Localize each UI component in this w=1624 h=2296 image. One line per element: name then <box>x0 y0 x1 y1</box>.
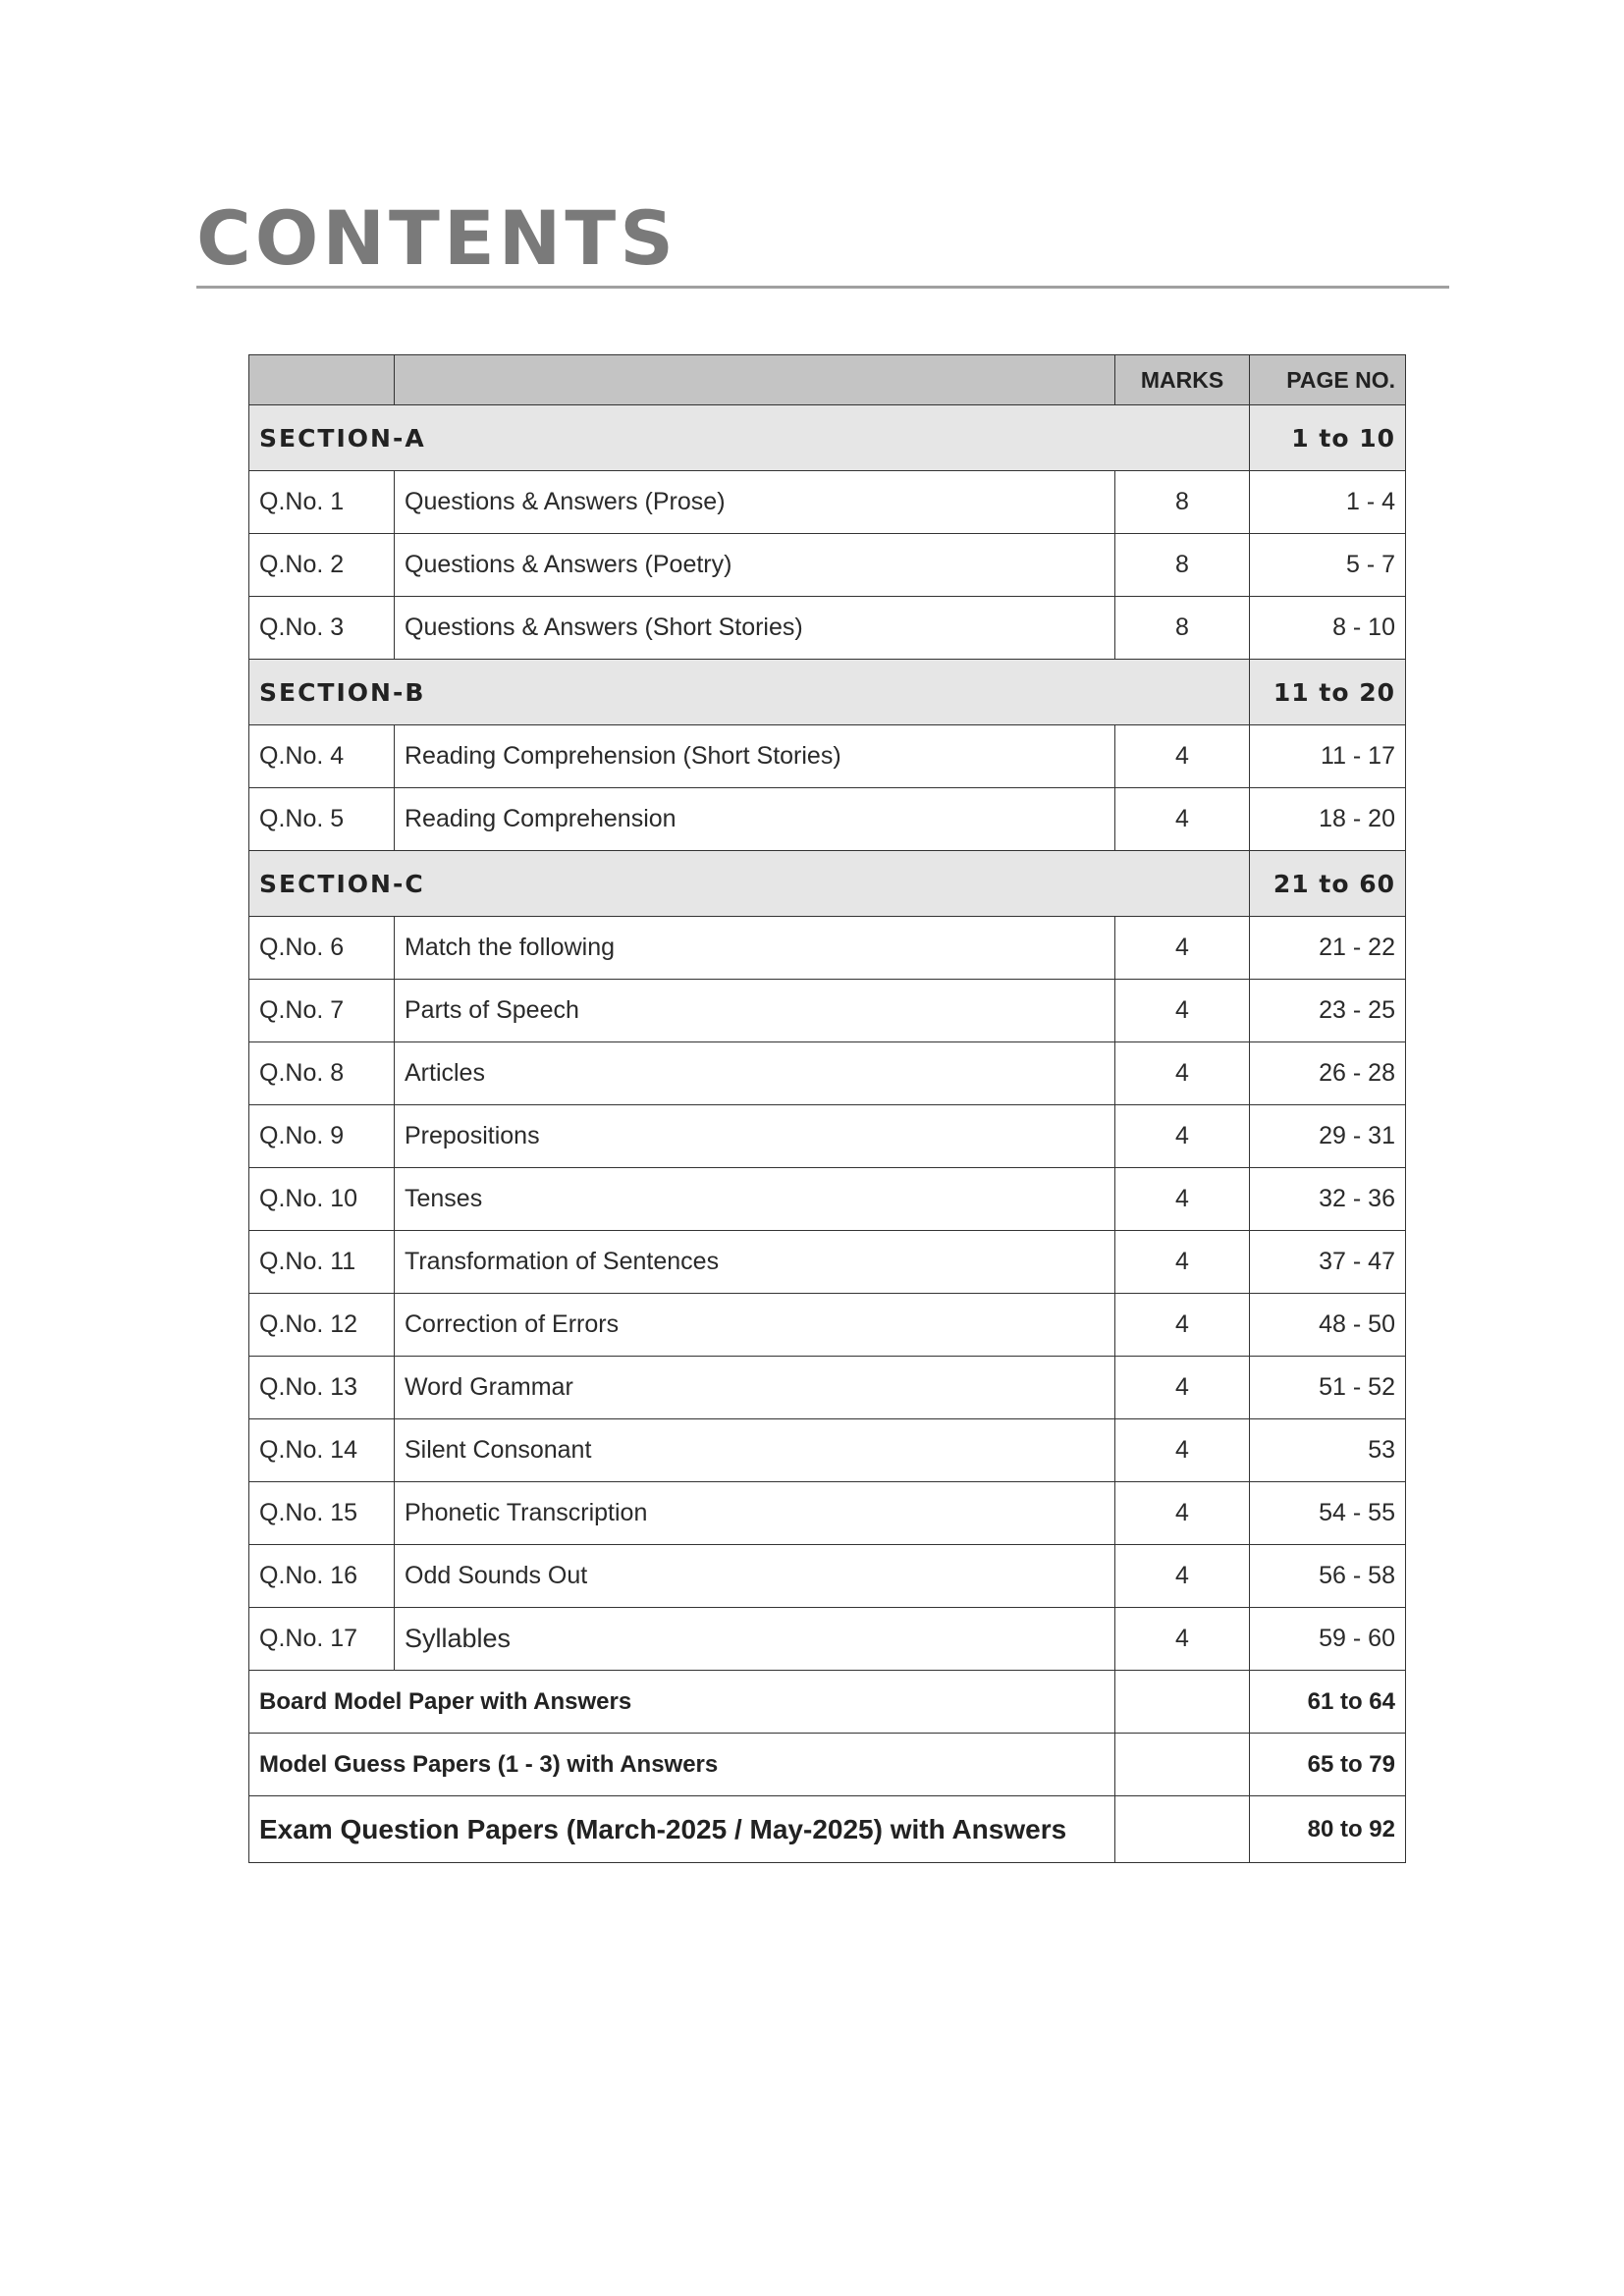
question-marks: 4 <box>1115 1105 1250 1168</box>
question-title: Questions & Answers (Poetry) <box>395 534 1115 597</box>
section-name: SECTION-C <box>249 851 1250 917</box>
question-title: Reading Comprehension (Short Stories) <box>395 725 1115 788</box>
extra-marks-blank <box>1115 1734 1250 1796</box>
question-number: Q.No. 15 <box>249 1482 395 1545</box>
question-title: Articles <box>395 1042 1115 1105</box>
question-title: Questions & Answers (Prose) <box>395 471 1115 534</box>
question-number: Q.No. 1 <box>249 471 395 534</box>
question-marks: 4 <box>1115 1294 1250 1357</box>
question-number: Q.No. 16 <box>249 1545 395 1608</box>
question-pages: 1 - 4 <box>1250 471 1406 534</box>
extra-marks-blank <box>1115 1796 1250 1863</box>
question-title: Odd Sounds Out <box>395 1545 1115 1608</box>
question-number: Q.No. 2 <box>249 534 395 597</box>
section-pages: 1 to 10 <box>1250 405 1406 471</box>
question-title: Correction of Errors <box>395 1294 1115 1357</box>
question-marks: 4 <box>1115 1231 1250 1294</box>
question-number: Q.No. 6 <box>249 917 395 980</box>
question-number: Q.No. 3 <box>249 597 395 660</box>
question-number: Q.No. 5 <box>249 788 395 851</box>
question-number: Q.No. 8 <box>249 1042 395 1105</box>
question-pages: 54 - 55 <box>1250 1482 1406 1545</box>
extra-row <box>249 1796 1406 1863</box>
table-row <box>249 1357 1406 1419</box>
question-marks: 4 <box>1115 1608 1250 1671</box>
question-title: Word Grammar <box>395 1357 1115 1419</box>
question-title: Parts of Speech <box>395 980 1115 1042</box>
question-pages: 48 - 50 <box>1250 1294 1406 1357</box>
question-title: Transformation of Sentences <box>395 1231 1115 1294</box>
question-marks: 4 <box>1115 917 1250 980</box>
section-row <box>249 405 1406 471</box>
question-marks: 4 <box>1115 1357 1250 1419</box>
question-number: Q.No. 10 <box>249 1168 395 1231</box>
question-pages: 18 - 20 <box>1250 788 1406 851</box>
question-number: Q.No. 4 <box>249 725 395 788</box>
question-title: Questions & Answers (Short Stories) <box>395 597 1115 660</box>
section-pages: 21 to 60 <box>1250 851 1406 917</box>
question-marks: 4 <box>1115 725 1250 788</box>
question-title: Reading Comprehension <box>395 788 1115 851</box>
section-row <box>249 660 1406 725</box>
section-row <box>249 851 1406 917</box>
question-pages: 23 - 25 <box>1250 980 1406 1042</box>
header-blank-cell <box>249 355 395 405</box>
question-pages: 56 - 58 <box>1250 1545 1406 1608</box>
table-row <box>249 597 1406 660</box>
question-marks: 8 <box>1115 471 1250 534</box>
question-marks: 8 <box>1115 534 1250 597</box>
question-number: Q.No. 17 <box>249 1608 395 1671</box>
table-row <box>249 534 1406 597</box>
question-number: Q.No. 14 <box>249 1419 395 1482</box>
table-row <box>249 1545 1406 1608</box>
table-row <box>249 1608 1406 1671</box>
question-number: Q.No. 13 <box>249 1357 395 1419</box>
table-row <box>249 1231 1406 1294</box>
table-row <box>249 917 1406 980</box>
question-marks: 4 <box>1115 1419 1250 1482</box>
question-pages: 51 - 52 <box>1250 1357 1406 1419</box>
table-row <box>249 788 1406 851</box>
extra-row <box>249 1671 1406 1734</box>
table-row <box>249 725 1406 788</box>
extra-pages: 65 to 79 <box>1250 1734 1406 1796</box>
question-number: Q.No. 7 <box>249 980 395 1042</box>
question-marks: 4 <box>1115 980 1250 1042</box>
question-pages: 5 - 7 <box>1250 534 1406 597</box>
question-pages: 26 - 28 <box>1250 1042 1406 1105</box>
question-title: Match the following <box>395 917 1115 980</box>
page-title: CONTENTS <box>196 194 677 282</box>
question-pages: 29 - 31 <box>1250 1105 1406 1168</box>
question-pages: 59 - 60 <box>1250 1608 1406 1671</box>
question-pages: 8 - 10 <box>1250 597 1406 660</box>
section-name: SECTION-B <box>249 660 1250 725</box>
contents-table <box>248 354 1406 1863</box>
extra-label: Model Guess Papers (1 - 3) with Answers <box>249 1734 1115 1796</box>
extra-pages: 61 to 64 <box>1250 1671 1406 1734</box>
title-underline <box>196 286 1449 289</box>
table-row <box>249 1042 1406 1105</box>
table-row <box>249 1168 1406 1231</box>
question-marks: 4 <box>1115 1545 1250 1608</box>
extra-row <box>249 1734 1406 1796</box>
question-marks: 8 <box>1115 597 1250 660</box>
question-pages: 11 - 17 <box>1250 725 1406 788</box>
table-row <box>249 1294 1406 1357</box>
question-pages: 21 - 22 <box>1250 917 1406 980</box>
marks-column-header: MARKS <box>1115 355 1250 405</box>
table-row <box>249 980 1406 1042</box>
question-pages: 32 - 36 <box>1250 1168 1406 1231</box>
header-blank-cell <box>395 355 1115 405</box>
question-title: Phonetic Transcription <box>395 1482 1115 1545</box>
question-title: Syllables <box>395 1608 1115 1671</box>
question-title: Prepositions <box>395 1105 1115 1168</box>
question-title: Silent Consonant <box>395 1419 1115 1482</box>
page-column-header: PAGE NO. <box>1250 355 1406 405</box>
table-row <box>249 1419 1406 1482</box>
extra-pages: 80 to 92 <box>1250 1796 1406 1863</box>
question-pages: 53 <box>1250 1419 1406 1482</box>
question-number: Q.No. 12 <box>249 1294 395 1357</box>
extra-label: Board Model Paper with Answers <box>249 1671 1115 1734</box>
table-header-row <box>249 355 1406 405</box>
question-number: Q.No. 9 <box>249 1105 395 1168</box>
question-pages: 37 - 47 <box>1250 1231 1406 1294</box>
question-marks: 4 <box>1115 1482 1250 1545</box>
question-marks: 4 <box>1115 1042 1250 1105</box>
question-number: Q.No. 11 <box>249 1231 395 1294</box>
section-pages: 11 to 20 <box>1250 660 1406 725</box>
extra-marks-blank <box>1115 1671 1250 1734</box>
question-marks: 4 <box>1115 788 1250 851</box>
section-name: SECTION-A <box>249 405 1250 471</box>
extra-label: Exam Question Papers (March-2025 / May-2025) with Answers <box>249 1796 1115 1863</box>
question-title: Tenses <box>395 1168 1115 1231</box>
table-row <box>249 1482 1406 1545</box>
table-row <box>249 471 1406 534</box>
question-marks: 4 <box>1115 1168 1250 1231</box>
table-row <box>249 1105 1406 1168</box>
